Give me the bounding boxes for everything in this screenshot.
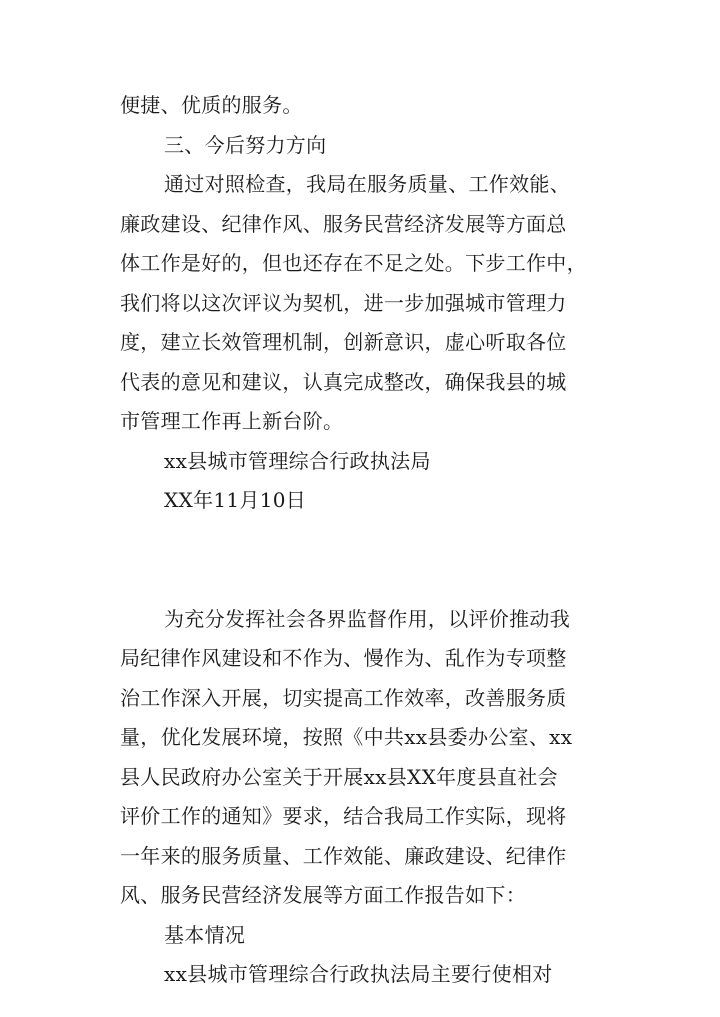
text-line: 为充分发挥社会各界监督作用，以评价推动我: [164, 606, 570, 631]
text-line: xx县城市管理综合行政执法局主要行使相对: [164, 962, 553, 986]
section-heading: 三、今后努力方向: [164, 132, 327, 157]
text-line: 通过对照检查，我局在服务质量、工作效能、: [164, 172, 570, 196]
text-line: 体工作是好的，但也还存在不足之处。下步工作中，: [120, 251, 587, 275]
text-line: 我们将以这次评议为契机，进一步加强城市管理力: [120, 290, 567, 315]
text-line: 便捷、优质的服务。: [120, 93, 303, 117]
text-line: 一年来的服务质量、工作效能、廉政建设、纪律作: [120, 843, 567, 868]
section-heading: 基本情况: [164, 922, 246, 947]
date-line: XX年11月10日: [164, 488, 307, 512]
signature-line: xx县城市管理综合行政执法局: [164, 448, 431, 473]
text-line: 代表的意见和建议，认真完成整改，确保我县的城: [120, 369, 567, 394]
document-body: [120, 86, 604, 995]
text-line: 廉政建设、纪律作风、服务民营经济发展等方面总: [120, 211, 567, 236]
text-line: 评价工作的通知》要求，结合我局工作实际，现将: [120, 804, 567, 828]
text-line: 度，建立长效管理机制，创新意识，虚心听取各位: [120, 330, 567, 354]
text-line: 风、服务民营经济发展等方面工作报告如下：: [120, 883, 526, 907]
text-line: 市管理工作再上新台阶。: [120, 409, 344, 433]
paragraph-gap: [120, 521, 604, 600]
text-line: 治工作深入开展，切实提高工作效率，改善服务质: [120, 685, 567, 710]
text-line: 县人民政府办公室关于开展xx县XX年度县直社会: [120, 764, 558, 789]
text-line: 量，优化发展环境，按照《中共xx县委办公室、xx: [120, 725, 573, 749]
text-line: 局纪律作风建设和不作为、慢作为、乱作为专项整: [120, 646, 567, 670]
